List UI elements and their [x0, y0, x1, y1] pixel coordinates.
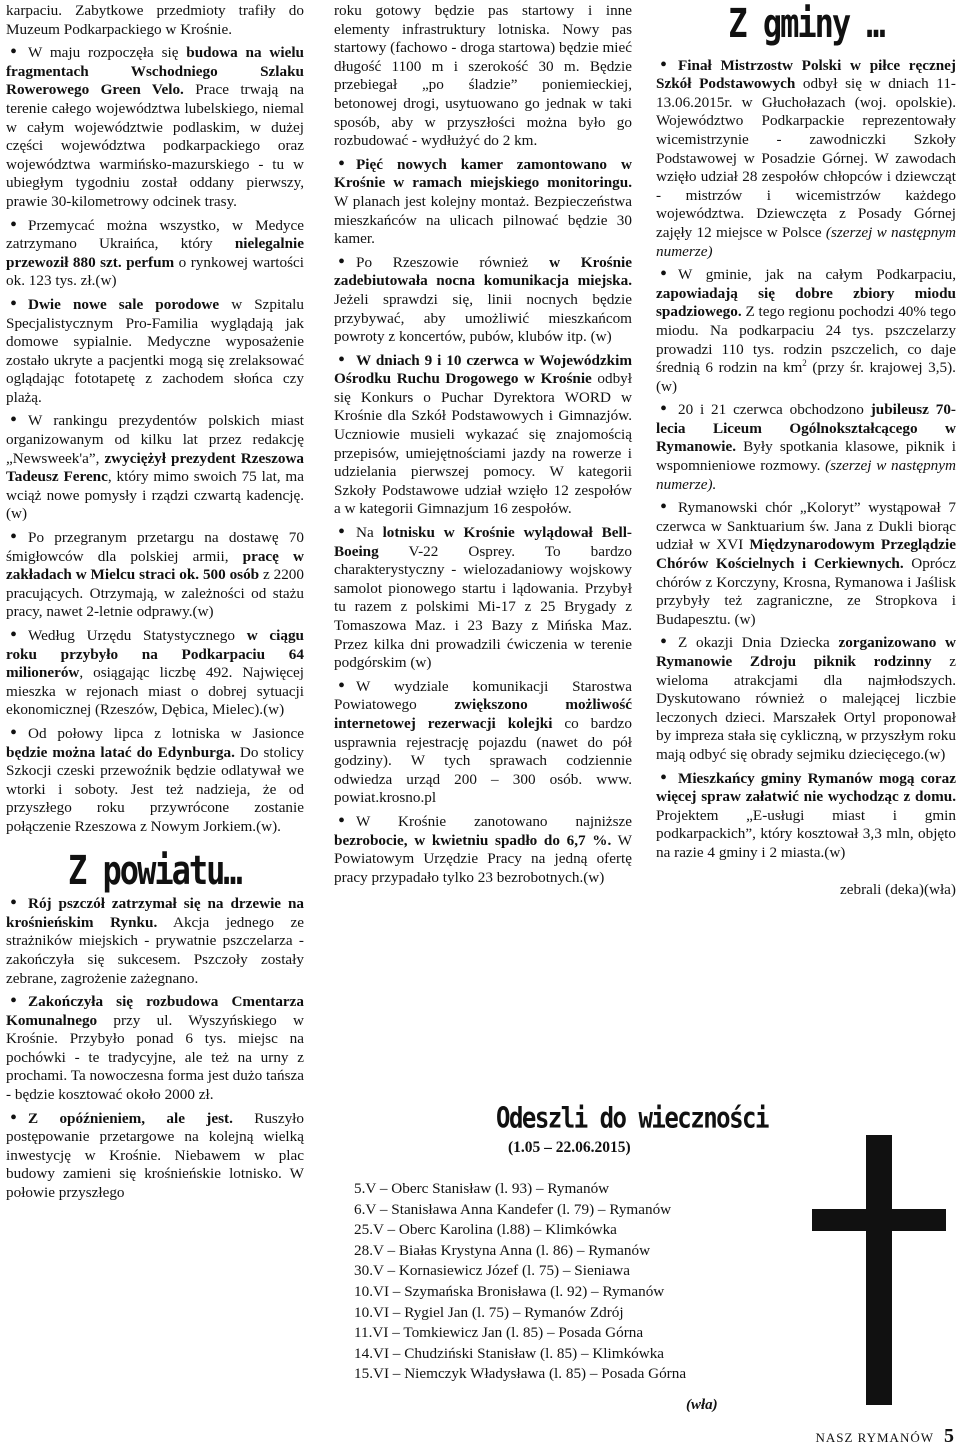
- obituary-signature: (wła): [686, 1397, 718, 1413]
- article-text: karpaciu. Zabytkowe przedmioty trafiły do Muzeum Podkarpackiego w Krośnie.: [6, 2, 304, 38]
- magazine-name: NASZ RYMANÓW: [815, 1430, 934, 1445]
- column-1: [6, 2, 304, 1208]
- obituary-entry: 30.V – Kornasiewicz Józef (l. 75) – Sieniawa: [354, 1262, 630, 1280]
- obituary-list: [354, 1179, 686, 1385]
- news-item: • Od połowy lipca z lotniska w Jasionce będzie można latać do Edynburga. Do stolicy Szkocji czeski przewoźnik będzie odlatywał we wtorki i soboty. Jest też nadzieja, że od przyszłego roku przywrócone zostanie połączenie Rzeszowa z Nowym Jorkiem.(w).: [6, 725, 304, 837]
- section-heading-powiat: Z powiatu…: [68, 846, 241, 894]
- obituary-entry: 28.V – Białas Krystyna Anna (l. 86) – Rymanów: [354, 1241, 651, 1259]
- obituary-dates: (1.05 – 22.06.2015): [508, 1139, 631, 1156]
- news-item: • Na lotnisku w Krośnie wylądował Bell-Boeing V-22 Osprey. To bardzo charakterystyczny - wielozadaniowy wojskowy samolot pionowego startu i lądowania. Przybył tu razem z polskimi Mi-17 z 25 Brygady z Tomaszowa Maz. i 23 Bazy z Mińska Maz. Przez kilka dni prowadzili ćwiczenia w terenie podgórskim (w): [334, 524, 632, 673]
- obituary-entry: 14.VI – Chudziński Stanisław (l. 85) – Klimkówka: [354, 1344, 665, 1362]
- obituary-title: Odeszli do wieczności: [496, 1101, 768, 1135]
- news-item: • Z opóźnieniem, ale jest. Ruszyło postępowanie przetargowe na kolejną wielką inwestycję w Krośnie. Niebawem w plac budowy zamieni się krośnieńskie lotnisko. W połowie przyszłego: [6, 1110, 304, 1203]
- news-item: • Po Rzeszowie również w Krośnie zadebiutowała nocna komunikacja miejska. Jeżeli sprawdzi się, linii nocnych będzie przybywać, aby umożliwić mieszkańcom powroty z koncertów, pubów, klubów itp. (w): [334, 254, 632, 347]
- obituary-entry: 25.V – Oberc Karolina (l.88) – Klimkówka: [354, 1221, 617, 1239]
- signature: zebrali (deka)(wła): [840, 880, 956, 898]
- news-item: • Finał Mistrzostw Polski w piłce ręcznej Szkół Podstawowych odbył się w dniach 11-13.06.2015r. w Głuchołazach (woj. opolskie). Województwo Podkarpackie reprezentowały wicemistrzynie - zawodniczki Szkoły Podstawowej w Posadzie Górnej. W zawodach wzięło udział 28 zespołów chłopców i dziewcząt - mistrzów i wicemistrzów każdego województwa. Dziewczęta z Posady Górnej zajęły 12 miejsce w Polsce (szerzej w następnym numerze): [656, 57, 956, 262]
- news-item: • Dwie nowe sale porodowe w Szpitalu Specjalistycznym Pro-Familia wyglądają jak domowe sypialnie. Medyczne wyposażenie zostało ukryte a pacjentki mogą się zrelaksować oglądając fototapetę z zachodem słońca czy plażą.: [6, 296, 304, 408]
- news-item: • Pięć nowych kamer zamontowano w Krośnie w ramach miejskiego monitoringu. W planach jest kolejny montaż. Bezpieczeństwa mieszkańców na ulicach pilnować będzie 30 kamer.: [334, 156, 632, 249]
- news-item: • Z okazji Dnia Dziecka zorganizowano w Rymanowie Zdroju piknik rodzinny z wieloma atrakcjami dla najmłodszych. Dyskutowano również o malejącej liczbie leczonych dzieci. Marszałek Ortyl proponował by impreza stała się cykliczną, w przyszłym roku mają odbyć się obrady sejmiku dziecięcego.(w): [656, 634, 956, 764]
- news-item: • W dniach 9 i 10 czerwca w Wojewódzkim Ośrodku Ruchu Drogowego w Krośnie odbył się Konkurs o Puchar Dyrektora WORD w Krośnie dla Szkół Podstawowych i Gimnazjów. Uczniowie musieli wykazać się znajomością przepisów, umiejętnościami jazdy na rowerze i udzielania pierwszej pomocy. W kategorii Szkoły Podstawowe udział wzięło 12 zespołów a w kategorii Gimnazjum 16 zespołów.: [334, 352, 632, 519]
- news-item: • W rankingu prezydentów polskich miast organizowanym od kilku lat przez redakcję „Newsweek'a”, zwyciężył prezydent Rzeszowa Tadeusz Ferenc, który mimo swoich 75 lat, ma wciąż nowe pomysły i rządzi czwartą kadencję.(w): [6, 412, 304, 524]
- news-item: • W gminie, jak na całym Podkarpaciu, zapowiadają się dobre zbiory miodu spadziowego. Z tego regionu pochodzi 40% tego miodu. Na podkarpaciu 24 tys. pszczelarzy prowadzi 110 tys. rodzin pszczelich, co daje średnią 6 rodzin na $km^2$ (przy śr. krajowej 3,5). (w): [656, 266, 956, 396]
- news-item: • Rój pszczół zatrzymał się na drzewie na krośnieńskim Rynku. Akcja jednego ze strażników miejskich - prywatnie pszczelarza - zakończyła się sukcesem. Pszczoły zostały zebrane, zagrożenie zażegnano.: [6, 895, 304, 988]
- news-item: • 20 i 21 czerwca obchodzono jubileusz 70-lecia Liceum Ogólnokształcącego w Rymanowie. Były spotkania klasowe, piknik i wspomnieniowe rozmowy. (szerzej w następnym numerze).: [656, 401, 956, 494]
- news-item: • Mieszkańcy gminy Rymanów mogą coraz więcej spraw załatwić nie wychodząc z domu. Projektem „E-usługi miast i gmin podkarpackich”, który kosztował 3,3 mln, objęto na razie 4 gminy i 2 miasta.(w): [656, 770, 956, 863]
- news-item: • W wydziale komunikacji Starostwa Powiatowego zwiększono możliwość internetowej rezerwacji kolejki co bardzo usprawnia rejestrację pojazdu (nawet do pół godziny). W tych sprawach codziennie odwiedza urząd 200 – 300 osób. www. powiat.krosno.pl: [334, 678, 632, 808]
- obituary-entry: 6.V – Stanisława Anna Kandefer (l. 79) – Rymanów: [354, 1200, 672, 1218]
- news-item: • W Krośnie zanotowano najniższe bezrobocie, w kwietniu spadło do 6,7 %. W Powiatowym Urzędzie Pracy na jedną ofertę pracy przypadało tylko 23 bezrobotnych.(w): [334, 813, 632, 887]
- news-item: • Przemycać można wszystko, w Medyce zatrzymano Ukraińca, który nielegalnie przewoził 880 szt. perfum o rynkowej wartości ok. 123 tys. zł.(w): [6, 217, 304, 291]
- obituary-entry: 5.V – Oberc Stanisław (l. 93) – Rymanów: [354, 1180, 610, 1197]
- section-heading-gminy: Z gminy …: [728, 0, 884, 47]
- news-item: • W maju rozpoczęła się budowa na wielu fragmentach Wschodniego Szlaku Rowerowego Green Velo. Prace trwają na terenie całego województwa lubelskiego, niemal w całym województwie podlaskim, w dużej części województwa podkarpackiego oraz województwa warmińsko-mazurskiego - tu w ubiegłym tygodniu został oddany pierwszy, prawie 30-kilometrowy odcinek trasy.: [6, 44, 304, 211]
- news-item: • Według Urzędu Statystycznego w ciągu roku przybyło na Podkarpaciu 64 milionerów, osiągając liczbę 492. Najwięcej mieszka w rejonach miast o dobrej sytuacji ekonomicznej (Rzeszów, Dębica, Mielec).(w): [6, 627, 304, 720]
- page-number: 5: [944, 1425, 954, 1447]
- obituary-entry: 10.VI – Rygiel Jan (l. 75) – Rymanów Zdrój: [354, 1303, 624, 1321]
- obituary-entry: 10.VI – Szymańska Bronisława (l. 92) – Rymanów: [354, 1282, 665, 1300]
- page-footer: [815, 1425, 954, 1448]
- obituary-box: [336, 1095, 956, 1425]
- news-item: • Po przegranym przetargu na dostawę 70 śmigłowców dla polskiej armii, pracę w zakładach w Mielcu straci ok. 500 osób z 2200 pracujących. Otrzymają, w zależności od stażu pracy, nawet 2-letnie odprawy.(w): [6, 529, 304, 622]
- column-2: [334, 2, 632, 892]
- obituary-entry: 15.VI – Niemczyk Władysława (l. 85) – Posada Górna: [354, 1365, 687, 1383]
- column-3: [656, 2, 956, 904]
- article-text: roku gotowy będzie pas startowy i inne elementy infrastruktury lotniska. Nowy pas startowy (fachowo - droga startowa) będzie mieć długość 1100 m i szerokość 30 m. Będzie przebiegał „po śladzie” poniemieckiej, betonowej drogi, usytuowano go jednak w taki sposób, aby w przyszłości można było go rozbudować - wydłużyć do 2 km.: [334, 2, 632, 150]
- news-item: • Zakończyła się rozbudowa Cmentarza Komunalnego przy ul. Wyszyńskiego w Krośnie. Przybyło ponad 6 tys. miejsc na pochówki - te tradycyjne, ale też na urny z prochami. Ta nowoczesna forma jest dużo tańsza - będzie kosztować około 2000 zł.: [6, 993, 304, 1105]
- news-item: • Rymanowski chór „Koloryt” wystąpował 7 czerwca w Sanktuarium św. Jana z Dukli biorąc udział w XVI Międzynarodowym Przeglądzie Chórów Kościelnych i Cerkiewnych. Oprócz chórów z Korczyny, Krosna, Rymanowa i Jaślisk przybyły też zagraniczne, ze Stropkova i Budapesztu. (w): [656, 499, 956, 629]
- obituary-entry: 11.VI – Tomkiewicz Jan (l. 85) – Posada Górna: [354, 1324, 644, 1342]
